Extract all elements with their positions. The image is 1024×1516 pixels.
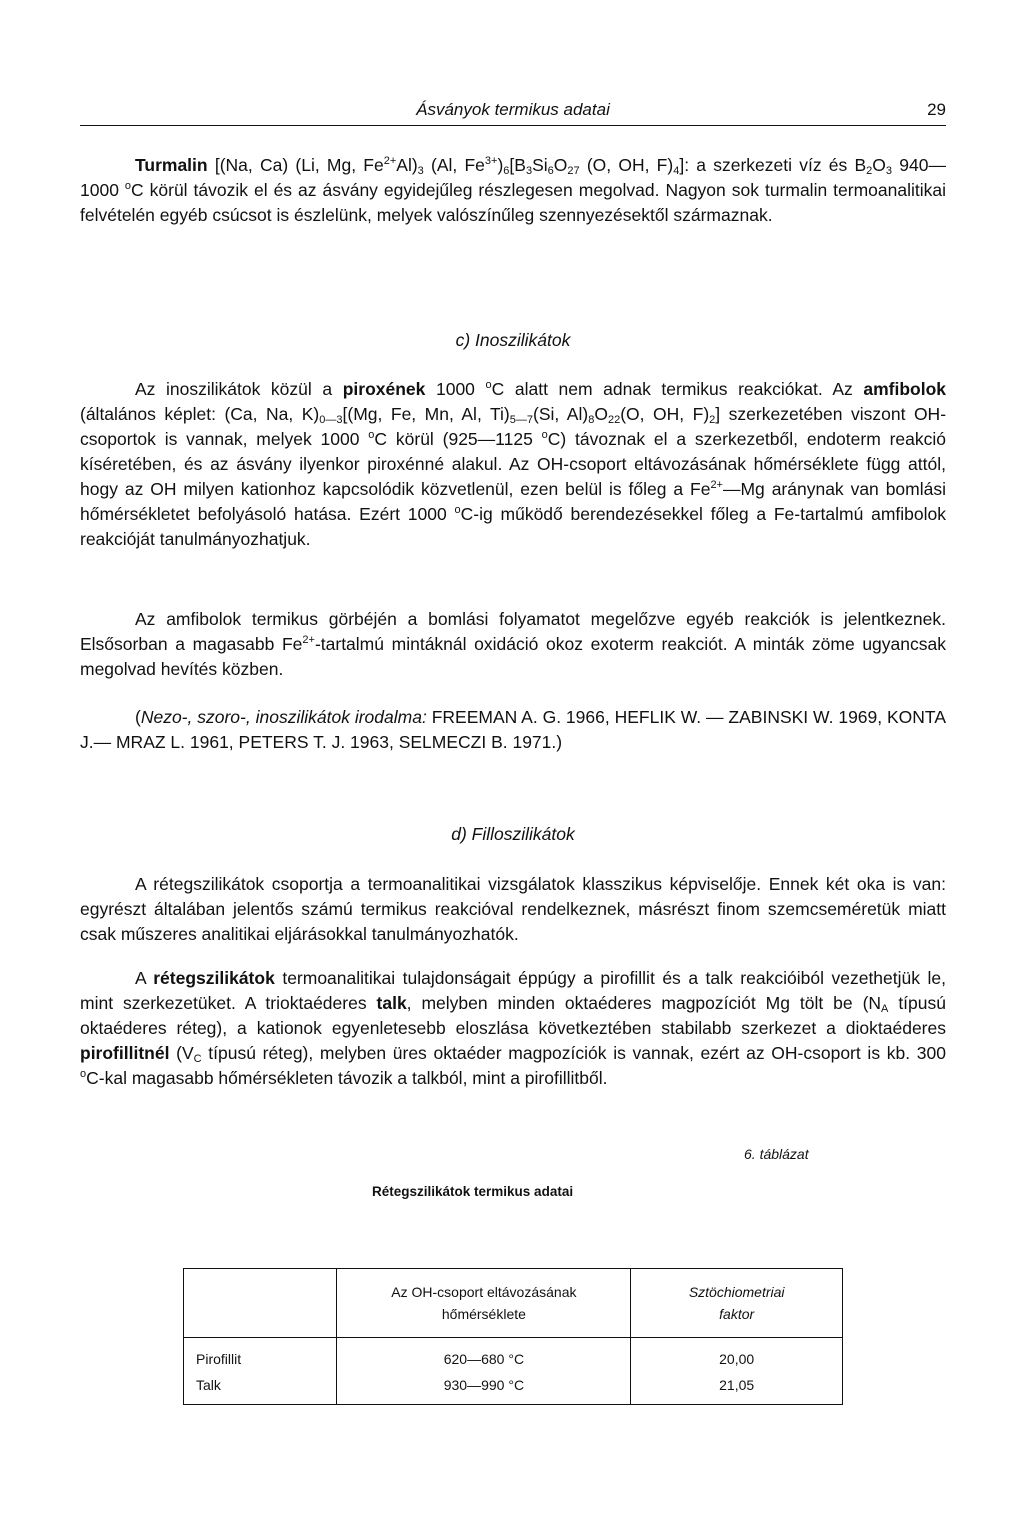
formula-text: (Al, Fe	[423, 155, 485, 175]
subscript: 5—7	[509, 414, 534, 426]
table-caption: Rétegszilikátok termikus adatai	[372, 1184, 574, 1199]
formula-text: Al)	[396, 155, 418, 175]
body-text: 940—1000	[80, 155, 946, 200]
subscript: A	[881, 1003, 889, 1015]
superscript: o	[80, 1068, 87, 1080]
subscript: 3	[885, 165, 893, 177]
mineral-name-cell: Talk	[184, 1372, 337, 1405]
subscript: 4	[673, 165, 680, 177]
factor-cell: 21,05	[631, 1372, 843, 1405]
body-text: : a szerkezeti víz és B	[684, 155, 867, 175]
running-title: Ásványok termikus adatai	[416, 100, 610, 119]
superscript: 2+	[302, 634, 315, 646]
body-text: A	[135, 968, 154, 988]
formula-text: (O, OH, F)	[579, 155, 674, 175]
filloszilikatok-paragraph-2	[80, 966, 946, 1091]
bold-term: talk	[376, 993, 407, 1013]
subscript: C	[193, 1053, 202, 1065]
formula-text: O	[553, 155, 568, 175]
subscript: 6	[547, 165, 554, 177]
mineral-name-cell: Pirofillit	[184, 1338, 337, 1373]
body-text: [(Mg, Fe, Mn, Al, Ti)	[342, 404, 510, 424]
table-header-row	[184, 1269, 843, 1338]
formula-text: )	[497, 155, 504, 175]
body-text: —Mg aránynak van bomlási hőmérsékletet befolyásoló hatása. Ezért 1000	[80, 479, 946, 524]
subscript: 2	[709, 414, 716, 426]
subscript: 27	[567, 165, 580, 177]
thermal-data-table	[183, 1268, 843, 1405]
inoszilikatok-paragraph-1	[80, 377, 946, 552]
italic-text: Nezo-, szoro-, inoszilikátok irodalma:	[140, 707, 427, 727]
header-cell-empty	[184, 1269, 337, 1338]
turmalin-paragraph	[80, 153, 946, 228]
bold-term: piroxének	[342, 379, 426, 399]
body-text: 1000	[425, 379, 486, 399]
body-text: Az amfibolok termikus görbéjén a bomlási folyamatot megelőzve egyéb reakciók is jelentkeznek. Elsősorban a magasabb Fe	[80, 609, 946, 654]
header-text: hőmérséklete	[441, 1306, 526, 1322]
header-cell-temperature	[337, 1269, 631, 1338]
superscript: o	[124, 180, 132, 192]
superscript: 2+	[710, 479, 723, 491]
superscript: o	[368, 429, 375, 441]
formula-text: [(Na, Ca) (Li, Mg, Fe	[214, 155, 384, 175]
table-number: 6. táblázat	[744, 1146, 809, 1162]
superscript: 2+	[383, 155, 397, 167]
inoszilikatok-paragraph-2	[80, 607, 946, 682]
bold-term: pirofillitnél	[80, 1043, 170, 1063]
body-text: C alatt nem adnak termikus reakciókat. Az	[491, 379, 864, 399]
subscript: 2	[866, 165, 873, 177]
body-text: Az inoszilikátok közül a	[135, 379, 343, 399]
superscript: 3+	[484, 155, 498, 167]
body-text: O	[872, 155, 886, 175]
subscript: 3	[417, 165, 424, 177]
subscript: 6	[503, 165, 510, 177]
bold-term: amfibolok	[863, 379, 947, 399]
subscript: 8	[588, 414, 595, 426]
body-text: FREEMAN A. G. 1966, HEFLIK W. — ZABINSKI W. 1969, KONTA J.— MRAZ L. 1961, PETERS T. J. 1963, SELMECZI B. 1971.)	[80, 707, 946, 752]
superscript: o	[541, 429, 548, 441]
superscript: o	[485, 379, 492, 391]
body-text: C körül távozik el és az ásvány egyidejűleg részlegesen megolvad. Nagyon sok turmalin termoanalitikai felvételén egyéb csúcsot is észlelünk, melyek valószínűleg szennyezésektől származnak.	[80, 180, 946, 225]
table-row	[184, 1338, 843, 1373]
literature-reference	[80, 705, 946, 755]
factor-cell: 20,00	[631, 1338, 843, 1373]
section-heading-inoszilikatok: c) Inoszilikátok	[455, 330, 571, 350]
body-text: C körül (925—1125	[374, 429, 542, 449]
header-text: faktor	[719, 1306, 755, 1322]
body-text: termoanalitikai tulajdonságait éppúgy a pirofillit és a talk reakcióiból vezethetjük le, mint szerkezetüket. A trioktaéderes	[80, 968, 946, 1013]
body-text: típusú oktaéderes réteg), a kationok egyenletesebb eloszlása következtében stabilabb szerkezet a dioktaéderes	[80, 993, 946, 1038]
body-text: , melyben minden oktaéderes magpozíciót Mg tölt be (N	[406, 993, 882, 1013]
running-header	[80, 100, 946, 124]
body-text: (V	[169, 1043, 194, 1063]
bold-term: rétegszilikátok	[153, 968, 275, 988]
turmalin-term: Turmalin	[135, 155, 208, 175]
subscript: 3	[525, 165, 533, 177]
body-text: (	[135, 707, 141, 727]
temperature-cell: 930—990 °C	[337, 1372, 631, 1405]
table-row	[184, 1372, 843, 1405]
formula-text: [B	[509, 155, 526, 175]
body-text: C-kal magasabb hőmérsékleten távozik a talkból, mint a pirofillitből.	[86, 1068, 608, 1088]
subscript: 22	[607, 414, 621, 426]
body-text: (általános képlet: (Ca, Na, K)	[80, 404, 320, 424]
filloszilikatok-paragraph-1: A rétegszilikátok csoportja a termoanalitikai vizsgálatok klasszikus képviselője. Ennek két oka is van: egyrészt általában jelentős számú termikus reakcióval rendelkeznek, másrészt finom szemcseméretük miatt csak műszeres analitikai eljárásokkal tanulmányozhatók.	[80, 874, 946, 944]
body-text: C) távoznak el a szerkezetből, endoterm reakció kíséretében, és az ásvány ilyenkor piroxénné alakul. Az OH-csoport eltávozásának hőmérséklete függ attól, hogy az OH milyen kationhoz kapcsolódik közvetlenül, ezen belül is főleg a Fe	[80, 429, 947, 499]
page-number: 29	[927, 100, 946, 119]
body-text: O	[594, 404, 608, 424]
body-text: -tartalmú mintáknál oxidáció okoz exoterm reakciót. A minták zöme ugyancsak megolvad hevítés közben.	[80, 634, 946, 679]
header-rule	[80, 125, 946, 126]
body-text: (O, OH, F)	[620, 404, 710, 424]
header-text: Az OH-csoport eltávozásának	[391, 1284, 577, 1300]
body-text: C-ig működő berendezésekkel főleg a Fe-tartalmú amfibolok reakcióját tanulmányozhatjuk.	[80, 504, 946, 549]
formula-text: ]	[679, 155, 685, 175]
formula-text: Si	[532, 155, 548, 175]
subscript: 0—3	[319, 414, 343, 426]
section-heading-filloszilikatok: d) Filloszilikátok	[451, 824, 575, 844]
superscript: o	[454, 504, 461, 516]
body-text: típusú réteg), melyben üres oktaéder magpozíciók is vannak, ezért az OH-csoport is kb. 300	[201, 1043, 946, 1063]
header-cell-factor	[631, 1269, 843, 1338]
header-text: Sztöchiometriai	[688, 1284, 785, 1300]
body-text: (Si, Al)	[533, 404, 589, 424]
body-text: ] szerkezetében viszont OH-csoportok is vannak, melyek 1000	[80, 404, 947, 449]
temperature-cell: 620—680 °C	[337, 1338, 631, 1373]
